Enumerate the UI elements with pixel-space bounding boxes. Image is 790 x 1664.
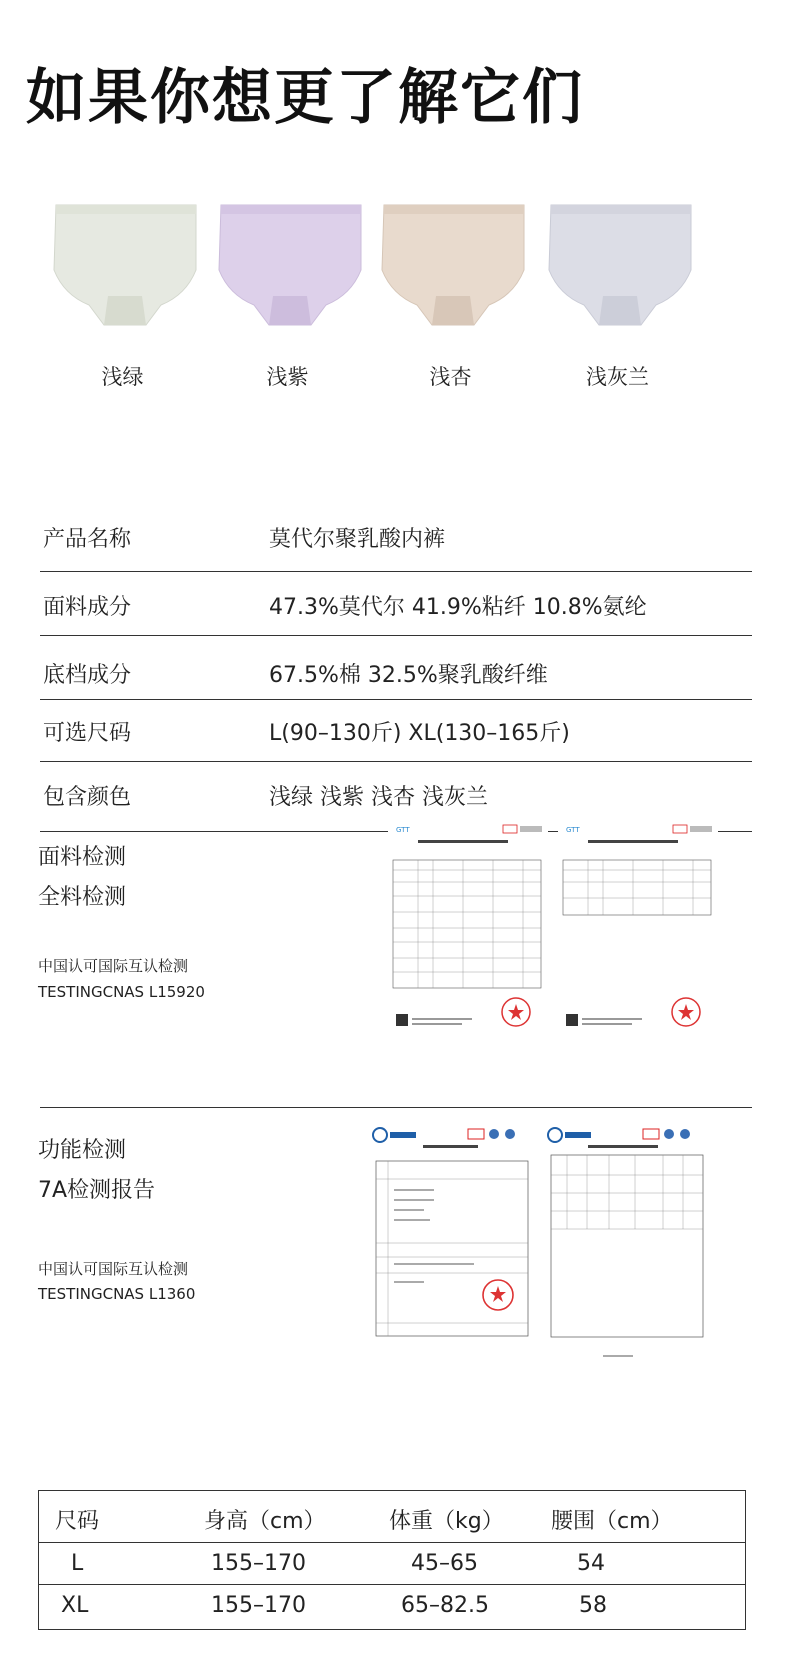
- svg-text:GTT: GTT: [566, 826, 580, 834]
- test-report-image[interactable]: [543, 1123, 713, 1363]
- report-org: 中国认可国际互认检测: [38, 1260, 189, 1278]
- brief-image: [374, 200, 532, 335]
- swatch-light-apricot[interactable]: [368, 200, 533, 391]
- table-row: [39, 1543, 745, 1585]
- spec-row-sizes: [40, 700, 752, 762]
- cell-height: 155–170: [211, 1593, 306, 1618]
- cell-waist: 58: [579, 1593, 607, 1618]
- swatch-label: 浅灰兰: [586, 365, 649, 389]
- table-row: [39, 1585, 745, 1629]
- report-heading: 功能检测: [38, 1138, 127, 1163]
- svg-text:GTT: GTT: [396, 826, 410, 834]
- test-report-image[interactable]: [388, 820, 548, 1050]
- header-height: 身高（cm）: [204, 1509, 326, 1534]
- brief-image: [46, 200, 204, 335]
- spec-label: 可选尺码: [43, 721, 132, 746]
- size-table: [38, 1490, 746, 1630]
- spec-value: 67.5%棉 32.5%聚乳酸纤维: [269, 663, 548, 688]
- report-org: 中国认可国际互认检测: [38, 957, 189, 975]
- swatch-light-green[interactable]: [40, 200, 205, 391]
- cell-waist: 54: [577, 1551, 605, 1576]
- swatch-label: 浅紫: [266, 365, 309, 389]
- test-report-image[interactable]: [558, 820, 718, 1050]
- spec-row-fabric: [40, 572, 752, 636]
- cell-weight: 65–82.5: [401, 1593, 489, 1618]
- brief-image: [541, 200, 699, 335]
- report-heading: 面料检测: [38, 845, 127, 870]
- spec-label: 底档成分: [43, 663, 132, 688]
- section-divider: [40, 1107, 752, 1108]
- spec-label: 面料成分: [43, 595, 132, 620]
- spec-row-name: [40, 510, 752, 572]
- swatch-label: 浅杏: [429, 365, 472, 389]
- report-subheading: 全料检测: [38, 885, 127, 910]
- cell-weight: 45–65: [411, 1551, 478, 1576]
- header-waist: 腰围（cm）: [551, 1509, 673, 1534]
- test-report-image[interactable]: [368, 1123, 538, 1363]
- spec-label: 产品名称: [43, 527, 132, 552]
- spec-row-crotch: [40, 636, 752, 700]
- spec-value: 浅绿 浅紫 浅杏 浅灰兰: [269, 785, 488, 810]
- header-weight: 体重（kg）: [389, 1509, 504, 1534]
- brief-image: [211, 200, 369, 335]
- swatch-label: 浅绿: [101, 365, 144, 389]
- swatch-light-grey-blue[interactable]: [535, 200, 700, 391]
- report-section-function: [38, 1133, 758, 1393]
- header-size: 尺码: [55, 1509, 100, 1534]
- spec-value: 莫代尔聚乳酸内裤: [269, 527, 446, 552]
- size-table-header: [39, 1491, 745, 1543]
- page-title: 如果你想更了解它们: [26, 63, 584, 133]
- spec-value: L(90–130斤) XL(130–165斤): [269, 721, 570, 746]
- report-code: TESTINGCNAS L1360: [38, 1285, 196, 1303]
- report-code: TESTINGCNAS L15920: [38, 983, 205, 1001]
- cell-size: XL: [61, 1593, 89, 1618]
- cell-height: 155–170: [211, 1551, 306, 1576]
- cell-size: L: [71, 1551, 84, 1576]
- report-section-fabric: [38, 826, 758, 1100]
- spec-value: 47.3%莫代尔 41.9%粘纤 10.8%氨纶: [269, 595, 647, 620]
- spec-label: 包含颜色: [43, 785, 132, 810]
- swatch-light-purple[interactable]: [205, 200, 370, 391]
- report-subheading: 7A检测报告: [38, 1178, 156, 1203]
- color-swatches: [40, 200, 740, 410]
